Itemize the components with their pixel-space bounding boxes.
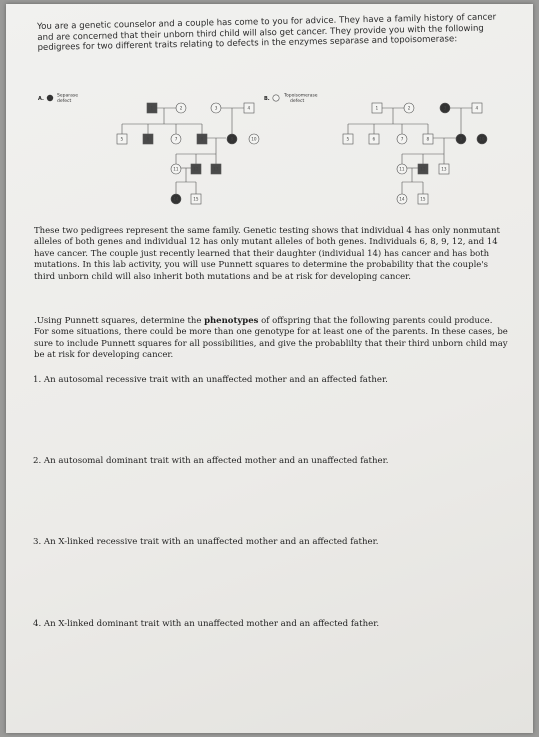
pedigree-a	[38, 93, 259, 205]
legend-a-line1: Separase	[57, 93, 78, 99]
svg-text:3: 3	[214, 105, 218, 111]
legend-a-line2: defect	[57, 99, 72, 104]
svg-text:2: 2	[407, 105, 411, 111]
worksheet-page	[6, 4, 533, 733]
svg-text:1: 1	[375, 105, 379, 111]
pedigree-explanation-paragraph: These two pedigrees represent the same family. Genetic testing shows that individual 4 has only nonmutant alleles of both genes and individual 12 has only mutant alleles of both genes. Individuals 6, 8, 9, 12, and 14 have cancer. The couple just recently learned that their daughter (individual 14) has cancer and has both mutations. In this lab activity, you will use Punnett squares to determine the probability that the couple's third unborn child will also inherit both mutations and be at risk for developing cancer.	[34, 226, 500, 282]
svg-text:12: 12	[193, 166, 199, 172]
question-2: 2. An autosomal dominant trait with an affected mother and an unaffected father.	[33, 456, 389, 466]
phenotypes-emphasis: phenotypes	[204, 316, 259, 326]
svg-text:8: 8	[426, 136, 430, 142]
svg-text:8: 8	[200, 136, 204, 142]
svg-text:2: 2	[179, 105, 183, 111]
svg-text:10: 10	[479, 136, 485, 142]
svg-text:3: 3	[443, 105, 447, 111]
question-1: 1. An autosomal recessive trait with an unaffected mother and an affected father.	[33, 375, 388, 385]
svg-text:6: 6	[146, 136, 150, 142]
svg-text:15: 15	[420, 196, 426, 202]
svg-text:11: 11	[399, 166, 405, 172]
svg-text:15: 15	[193, 196, 199, 202]
svg-text:4: 4	[247, 105, 251, 111]
instructions-paragraph: .Using Punnett squares, determine the phenotypes of offspring that the following parents could produce. For some situations, there could be more than one genotype for at least one of the parents. In these cases, be sure to include Punnett squares for all possibilities, and give the probablilty that their third unborn child may be at risk for developing cancer.	[34, 316, 508, 361]
pedigree-b	[264, 93, 487, 205]
pedigree-b-panel-label: B.	[264, 96, 270, 102]
pedigree-figure	[36, 88, 506, 213]
svg-text:10: 10	[251, 136, 257, 142]
pedigree-a-panel-label: A.	[38, 96, 44, 102]
intro-paragraph: You are a genetic counselor and a couple has come to you for advice. They have a family history of cancer and are concerned that their unborn third child will also get cancer. They provide you with the following pedigrees for two different traits relating to defects in the enzymes separase and topoisomerase:	[37, 12, 497, 54]
svg-text:9: 9	[230, 136, 234, 142]
legend-b-line1: Topoisomerase	[284, 93, 318, 99]
svg-text:11: 11	[173, 166, 179, 172]
svg-text:7: 7	[400, 136, 404, 142]
svg-text:4: 4	[475, 105, 479, 111]
svg-text:13: 13	[213, 166, 219, 172]
svg-text:14: 14	[173, 196, 179, 202]
legend-b-affected-symbol	[273, 95, 279, 101]
svg-text:13: 13	[441, 166, 447, 172]
svg-text:9: 9	[459, 136, 463, 142]
question-4: 4. An X-linked dominant trait with an unaffected mother and an affected father.	[33, 619, 380, 629]
svg-text:5: 5	[120, 136, 124, 142]
svg-text:6: 6	[372, 136, 376, 142]
svg-text:5: 5	[346, 136, 350, 142]
svg-text:1: 1	[150, 105, 154, 111]
legend-b-line2: defect	[290, 99, 305, 104]
svg-text:7: 7	[174, 136, 178, 142]
question-3: 3. An X-linked recessive trait with an unaffected mother and an affected father.	[33, 537, 379, 547]
svg-text:14: 14	[399, 196, 405, 202]
legend-a-affected-symbol	[47, 95, 53, 101]
svg-text:12: 12	[420, 166, 426, 172]
